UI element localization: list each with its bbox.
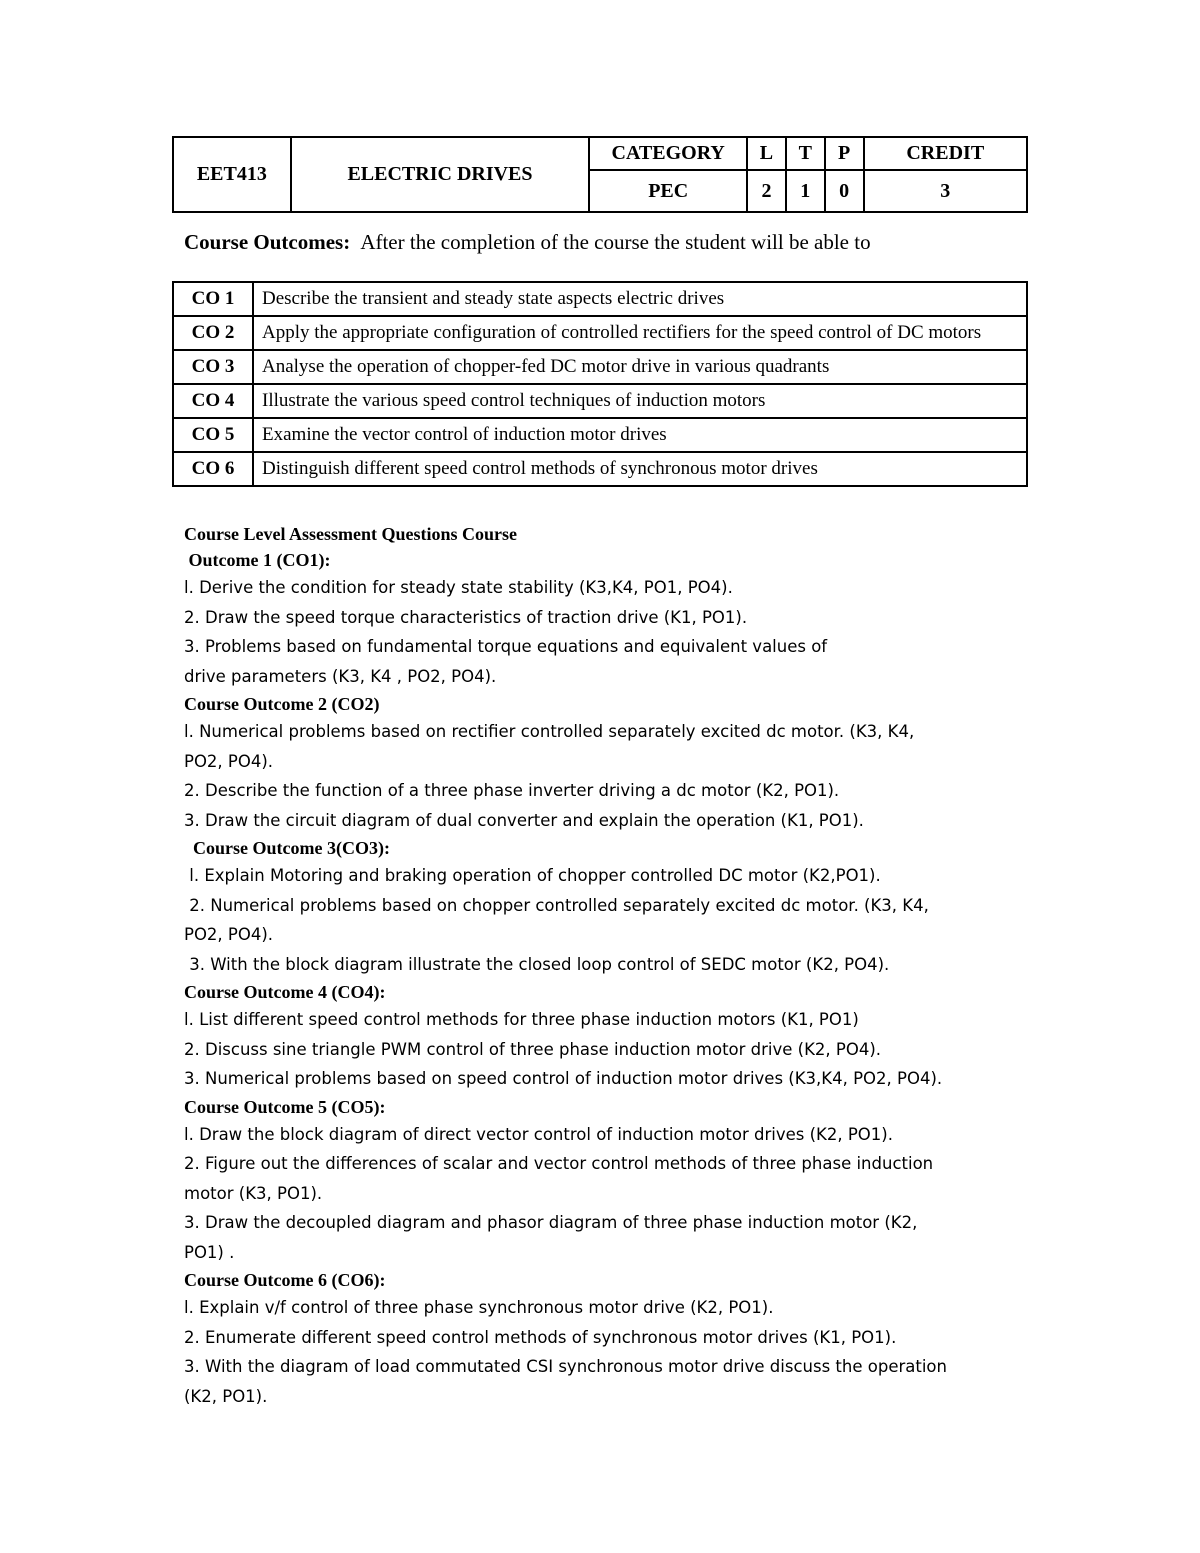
co-row	[173, 350, 1027, 384]
question-item: 3. With the block diagram illustrate the closed loop control of SEDC motor (K2, PO4).	[184, 954, 890, 974]
tutorial-label: T	[786, 137, 825, 170]
tutorial-value: 1	[786, 170, 825, 212]
co-row	[173, 418, 1027, 452]
question-item: (K2, PO1).	[184, 1386, 268, 1406]
co-id: CO 1	[173, 282, 253, 316]
co6-heading: Course Outcome 6 (CO6):	[184, 1270, 386, 1290]
co-row	[173, 282, 1027, 316]
course-outcomes-text: After the completion of the course the student will be able to	[360, 230, 871, 254]
question-item: l. Derive the condition for steady state stability (K3,K4, PO1, PO4).	[184, 578, 733, 597]
co-id: CO 3	[173, 350, 253, 384]
course-outcomes-table	[172, 281, 1028, 487]
co-description: Apply the appropriate configuration of controlled rectifiers for the speed control of DC motors	[253, 316, 1027, 350]
co-id: CO 6	[173, 452, 253, 486]
co-id: CO 4	[173, 384, 253, 418]
question-item: 2. Discuss sine triangle PWM control of three phase induction motor drive (K2, PO4).	[184, 1039, 882, 1059]
question-item: l. Draw the block diagram of direct vector control of induction motor drives (K2, PO1).	[184, 1124, 893, 1144]
co-row	[173, 452, 1027, 486]
co-description: Examine the vector control of induction motor drives	[253, 418, 1027, 452]
question-item: 3. Numerical problems based on speed control of induction motor drives (K3,K4, PO2, PO4).	[184, 1069, 943, 1088]
practical-value: 0	[825, 170, 864, 212]
co-description: Distinguish different speed control methods of synchronous motor drives	[253, 452, 1027, 486]
question-item: l. Numerical problems based on rectifier controlled separately excited dc motor. (K3, K4,	[184, 722, 915, 741]
question-item: l. Explain v/f control of three phase synchronous motor drive (K2, PO1).	[184, 1298, 774, 1317]
category-value: PEC	[589, 170, 747, 212]
credit-label: CREDIT	[864, 137, 1027, 170]
co5-heading: Course Outcome 5 (CO5):	[184, 1096, 386, 1117]
question-item: 3. Draw the decoupled diagram and phasor diagram of three phase induction motor (K2,	[184, 1213, 918, 1232]
co-description: Analyse the operation of chopper-fed DC motor drive in various quadrants	[253, 350, 1027, 384]
co2-heading: Course Outcome 2 (CO2)	[184, 694, 380, 714]
question-item: PO2, PO4).	[184, 925, 274, 944]
question-item: 2. Draw the speed torque characteristics of traction drive (K1, PO1).	[184, 607, 748, 627]
course-title: ELECTRIC DRIVES	[291, 137, 590, 212]
co4-heading: Course Outcome 4 (CO4):	[184, 982, 386, 1002]
question-item: l. Explain Motoring and braking operation of chopper controlled DC motor (K2,PO1).	[184, 866, 881, 885]
co-row	[173, 384, 1027, 418]
question-item: 2. Describe the function of a three phase inverter driving a dc motor (K2, PO1).	[184, 781, 840, 800]
question-item: 2. Figure out the differences of scalar and vector control methods of three phase induction	[184, 1154, 934, 1173]
question-item: PO1) .	[184, 1242, 235, 1262]
co-description: Describe the transient and steady state aspects electric drives	[253, 282, 1027, 316]
question-item: 2. Numerical problems based on chopper controlled separately excited dc motor. (K3, K4,	[184, 895, 929, 915]
co-id: CO 5	[173, 418, 253, 452]
lecture-value: 2	[747, 170, 786, 212]
question-item: drive parameters (K3, K4 , PO2, PO4).	[184, 666, 497, 686]
question-item: l. List different speed control methods for three phase induction motors (K1, PO1)	[184, 1010, 859, 1029]
credit-value: 3	[864, 170, 1027, 212]
lecture-label: L	[747, 137, 786, 170]
question-item: 3. Problems based on fundamental torque equations and equivalent values of	[184, 637, 828, 656]
question-item: motor (K3, PO1).	[184, 1183, 323, 1203]
question-item: PO2, PO4).	[184, 751, 274, 771]
course-outcomes-label: Course Outcomes:	[184, 230, 351, 254]
practical-label: P	[825, 137, 864, 170]
co1-heading: Outcome 1 (CO1):	[184, 550, 331, 570]
co3-heading: Course Outcome 3(CO3):	[184, 838, 390, 858]
question-item: 3. With the diagram of load commutated CSI synchronous motor drive discuss the operation	[184, 1357, 947, 1376]
assessment-heading: Course Level Assessment Questions Course	[184, 524, 517, 544]
category-label: CATEGORY	[589, 137, 747, 170]
course-header-table	[172, 136, 1028, 213]
co-row	[173, 316, 1027, 350]
course-outcomes-intro	[184, 230, 871, 255]
co-id: CO 2	[173, 316, 253, 350]
assessment-questions	[184, 521, 1024, 1411]
question-item: 2. Enumerate different speed control methods of synchronous motor drives (K1, PO1).	[184, 1327, 897, 1347]
question-item: 3. Draw the circuit diagram of dual converter and explain the operation (K1, PO1).	[184, 810, 864, 830]
co-description: Illustrate the various speed control techniques of induction motors	[253, 384, 1027, 418]
course-code: EET413	[173, 137, 291, 212]
